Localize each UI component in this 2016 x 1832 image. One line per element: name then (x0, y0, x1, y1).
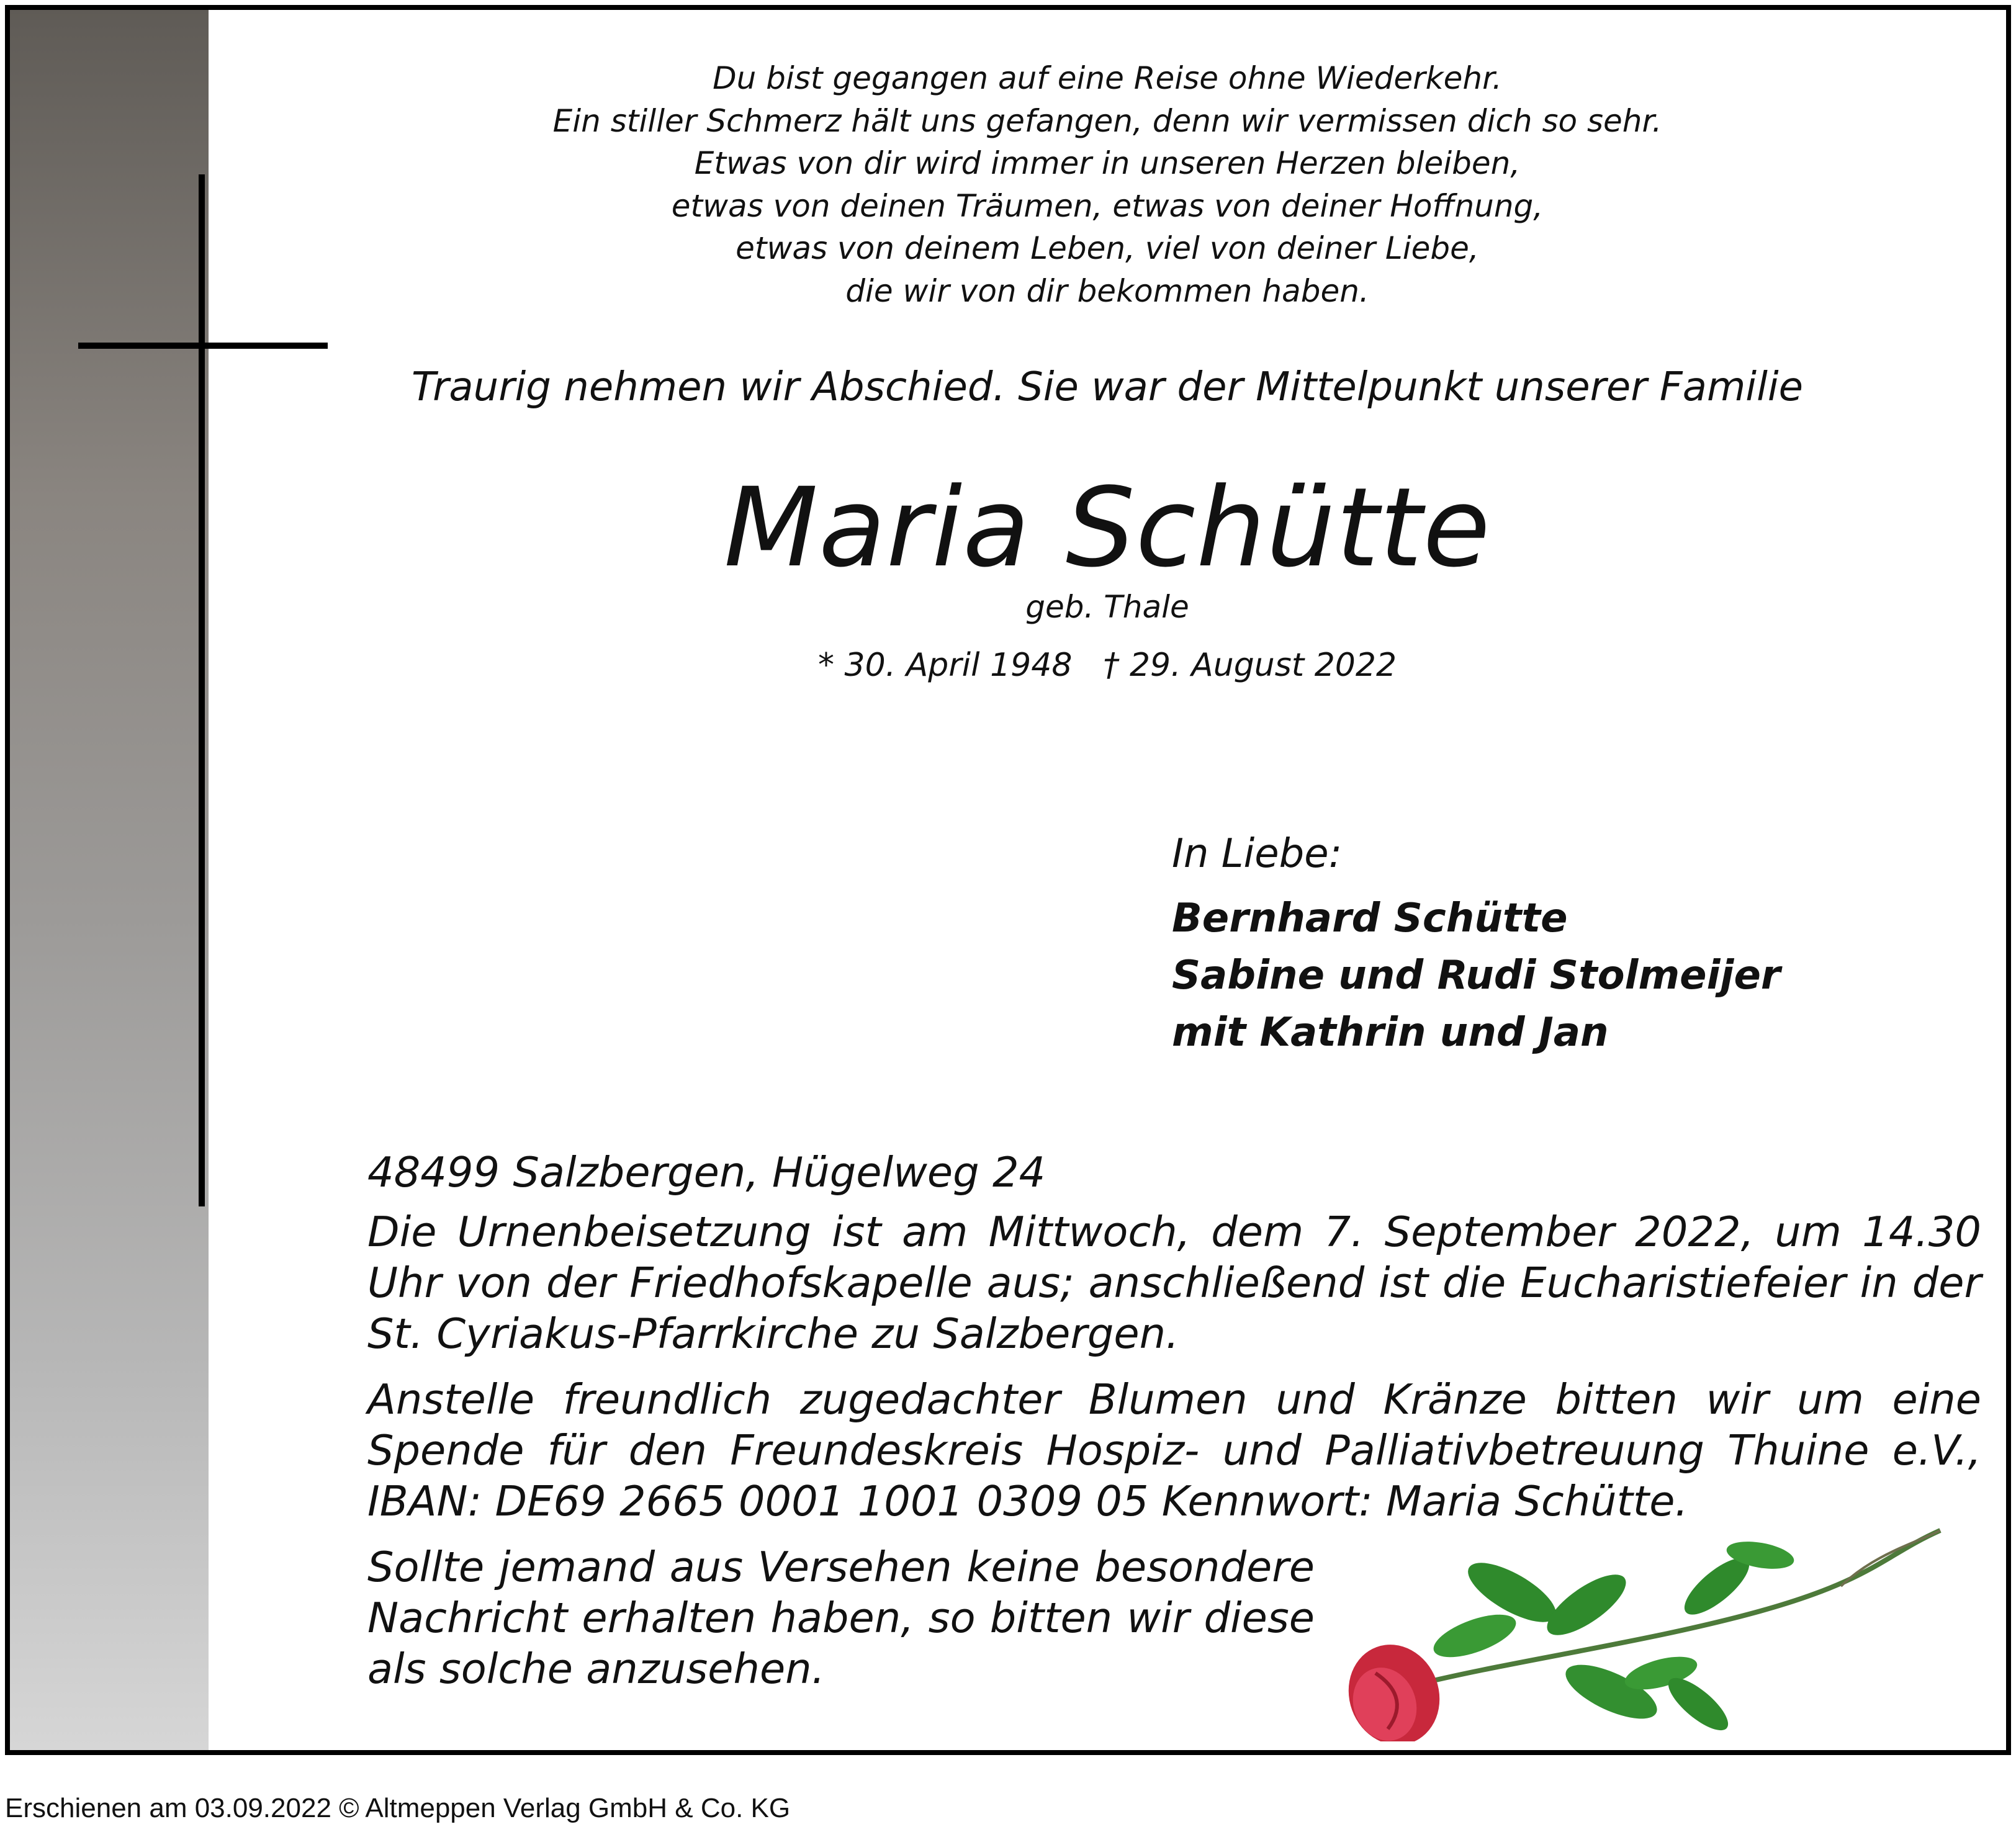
cross-icon-horizontal-bar (78, 343, 328, 349)
cross-icon-vertical-bar (199, 174, 205, 1206)
donation-paragraph: Anstelle freundlich zugedachter Blumen und Kränze bitten wir um eine Spende für den Freundeskreis Hospiz- und Palliativbetreuung Thuine e.V., IBAN: DE69 2665 0001 1001 0309 05 Kennwort: Maria Schütte. (367, 1375, 1981, 1525)
mourners-list (1172, 890, 1780, 1061)
poem-line: Etwas von dir wird immer in unseren Herzen bleiben, (694, 145, 1521, 181)
intro-text: Traurig nehmen wir Abschied. Sie war der Mittelpunkt unserer Familie (411, 364, 1804, 410)
poem-line: Ein stiller Schmerz hält uns gefangen, denn wir vermissen dich so sehr. (552, 102, 1662, 139)
mourners-block (1172, 823, 1780, 1061)
poem-lines (209, 57, 2006, 312)
poem-line: etwas von deinen Träumen, etwas von deiner Hoffnung, (671, 187, 1544, 224)
poem-line: die wir von dir bekommen haben. (845, 272, 1369, 309)
rose-icon (1326, 1518, 1946, 1741)
obituary-notice (5, 5, 2011, 1755)
poem-line: Du bist gegangen auf eine Reise ohne Wiederkehr. (713, 60, 1502, 96)
life-dates (209, 644, 2006, 686)
maiden-name: geb. Thale (1025, 589, 1189, 625)
ceremony-paragraph: Die Urnenbeisetzung ist am Mittwoch, dem 7. September 2022, um 14.30 Uhr von der Friedhofskapelle aus; anschließend ist die Eucharistiefeier in der St. Cyriakus-Pfarrkirche zu Salzbergen. (367, 1208, 1981, 1358)
deceased-name: Maria Schütte (724, 464, 1491, 591)
mourner-name: Bernhard Schütte (1172, 896, 1568, 941)
birth-date: * 30. April 1948 (817, 647, 1073, 684)
death-date: † 29. August 2022 (1103, 647, 1397, 684)
gradient-side-band (10, 10, 209, 1750)
mourner-name: mit Kathrin und Jan (1172, 1010, 1609, 1056)
address: 48499 Salzbergen, Hügelweg 24 (367, 1148, 1046, 1197)
mourner-name: Sabine und Rudi Stolmeijer (1172, 953, 1781, 999)
publication-footer: Erschienen am 03.09.2022 © Altmeppen Verlag GmbH & Co. KG (5, 1793, 791, 1823)
poem (209, 57, 2006, 312)
note-paragraph: Sollte jemand aus Versehen keine besondere Nachricht erhalten haben, so bitten wir diese als solche anzusehen. (367, 1543, 1315, 1693)
mourners-label: In Liebe: (1172, 831, 1343, 877)
poem-line: etwas von deinem Leben, viel von deiner Liebe, (736, 230, 1479, 266)
